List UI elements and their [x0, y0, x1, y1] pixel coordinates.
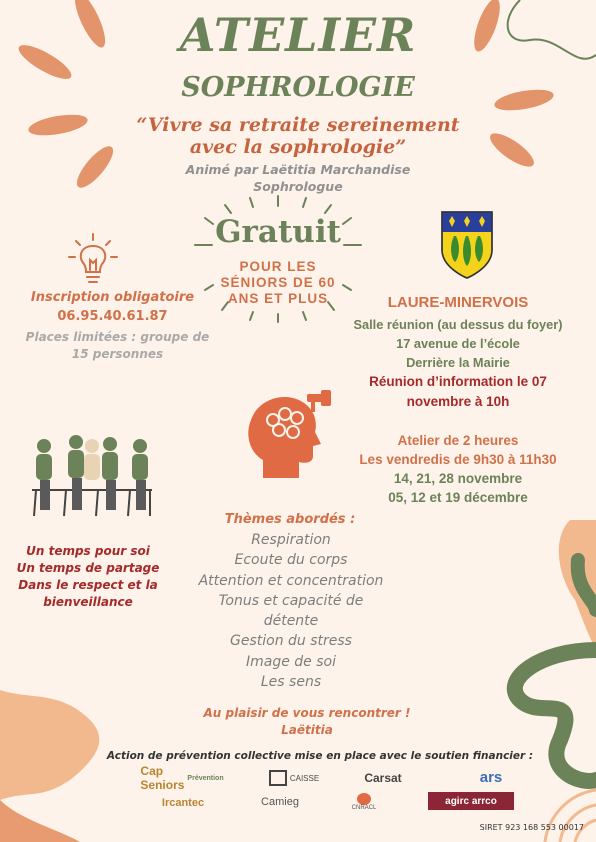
target-line-2: SÉNIORS DE 60 — [220, 275, 336, 290]
logo-carsat-text: Carsat — [364, 771, 402, 785]
schedule-duration: Atelier de 2 heures — [397, 433, 519, 448]
logo-camieg-text: Camieg — [261, 796, 299, 808]
address-room: Salle réunion (au dessus du foyer) — [353, 317, 563, 332]
schedule-time: Les vendredis de 9h30 à 11h30 — [359, 452, 557, 467]
logo-ircantec — [143, 794, 223, 812]
theme-item: Respiration — [251, 532, 331, 548]
info-meeting — [330, 372, 586, 412]
limit-line-2: 15 personnes — [71, 347, 164, 361]
closing-line-1: Au plaisir de vous rencontrer ! — [203, 706, 411, 720]
free-label: Gratuit — [215, 214, 341, 250]
theme-item: détente — [263, 613, 319, 630]
logo-cnracl-mark — [357, 793, 371, 805]
theme-item: Attention et concentration — [198, 572, 384, 589]
theme-item: Image de soi — [246, 653, 336, 670]
logo-ars — [466, 766, 516, 788]
registration-title: Inscription obligatoire — [30, 290, 195, 305]
quote-line-2: avec la sophrologie” — [189, 136, 407, 158]
siret-number: SIRET 923 168 553 00017 — [479, 823, 584, 832]
logo-caisse — [264, 768, 324, 788]
theme-item: Gestion du stress — [230, 633, 352, 650]
dates-november: 14, 21, 28 novembre — [393, 471, 523, 486]
logo-camieg — [248, 792, 312, 812]
target-line-1: POUR LES — [239, 259, 317, 274]
animator-info — [120, 161, 476, 195]
address-landmark: Derrière la Mairie — [406, 355, 510, 370]
quote-line-1: “Vivre sa retraite sereinement — [136, 114, 460, 136]
address-block — [330, 315, 586, 372]
limit-line-1: Places limitées : groupe de — [25, 330, 210, 344]
funding-note: Action de prévention collective mise en place avec le soutien financier : — [106, 750, 534, 762]
theme-item: Ecoute du corps — [234, 552, 348, 569]
logo-capseniors-text: Cap Seniors — [140, 764, 185, 792]
logo-cnracl — [344, 790, 384, 814]
benefit-line-4: bienveillance — [43, 595, 133, 609]
registration-limit — [10, 329, 225, 363]
brain-head-icon — [243, 388, 335, 484]
benefit-line-2: Un temps de partage — [16, 561, 160, 575]
meeting-line-1: Réunion d’information le 07 — [369, 374, 547, 389]
logo-agirc-arrco — [428, 792, 514, 810]
animator-name: Animé par Laëtitia Marchandise — [185, 162, 411, 177]
page-title: ATELIER — [179, 8, 417, 62]
benefits-block — [8, 543, 168, 611]
logo-carsat — [348, 768, 418, 788]
coat-of-arms-icon — [440, 210, 494, 280]
benefit-line-1: Un temps pour soi — [26, 544, 150, 558]
logo-cap-small-text: Prévention — [187, 774, 224, 782]
dates-december: 05, 12 et 19 décembre — [388, 490, 528, 505]
closing-signature: Laëtitia — [281, 723, 333, 737]
logo-capseniors — [140, 764, 224, 792]
theme-item: Les sens — [260, 674, 322, 691]
themes-title: Thèmes abordés : — [224, 512, 356, 527]
logo-caisse-box — [269, 770, 287, 786]
logo-ircantec-text: Ircantec — [161, 797, 205, 809]
closing-message — [170, 705, 444, 739]
logo-cnracl-text: CNRACL — [351, 805, 377, 811]
themes-list — [150, 530, 432, 692]
animator-role: Sophrologue — [253, 179, 343, 194]
lightbulb-icon — [66, 232, 120, 288]
address-street: 17 avenue de l’école — [396, 336, 520, 351]
target-line-3: ANS ET PLUS — [227, 291, 329, 306]
registration-phone[interactable]: 06.95.40.61.87 — [57, 309, 168, 324]
town-name: LAURE-MINERVOIS — [387, 294, 529, 311]
tagline-quote — [60, 114, 536, 158]
session-dates — [330, 469, 586, 507]
page-subtitle: SOPHROLOGIE — [181, 72, 415, 103]
benefit-line-3: Dans le respect et la — [18, 578, 158, 592]
schedule-block — [330, 431, 586, 469]
theme-item: Tonus et capacité de — [218, 592, 364, 609]
logo-agirc-text: agirc arrco — [445, 795, 497, 807]
logo-caisse-text: CAISSE — [289, 773, 320, 783]
logo-ars-text: ars — [479, 768, 503, 786]
meeting-line-2: novembre à 10h — [406, 394, 510, 409]
group-people-illustration — [26, 432, 158, 520]
